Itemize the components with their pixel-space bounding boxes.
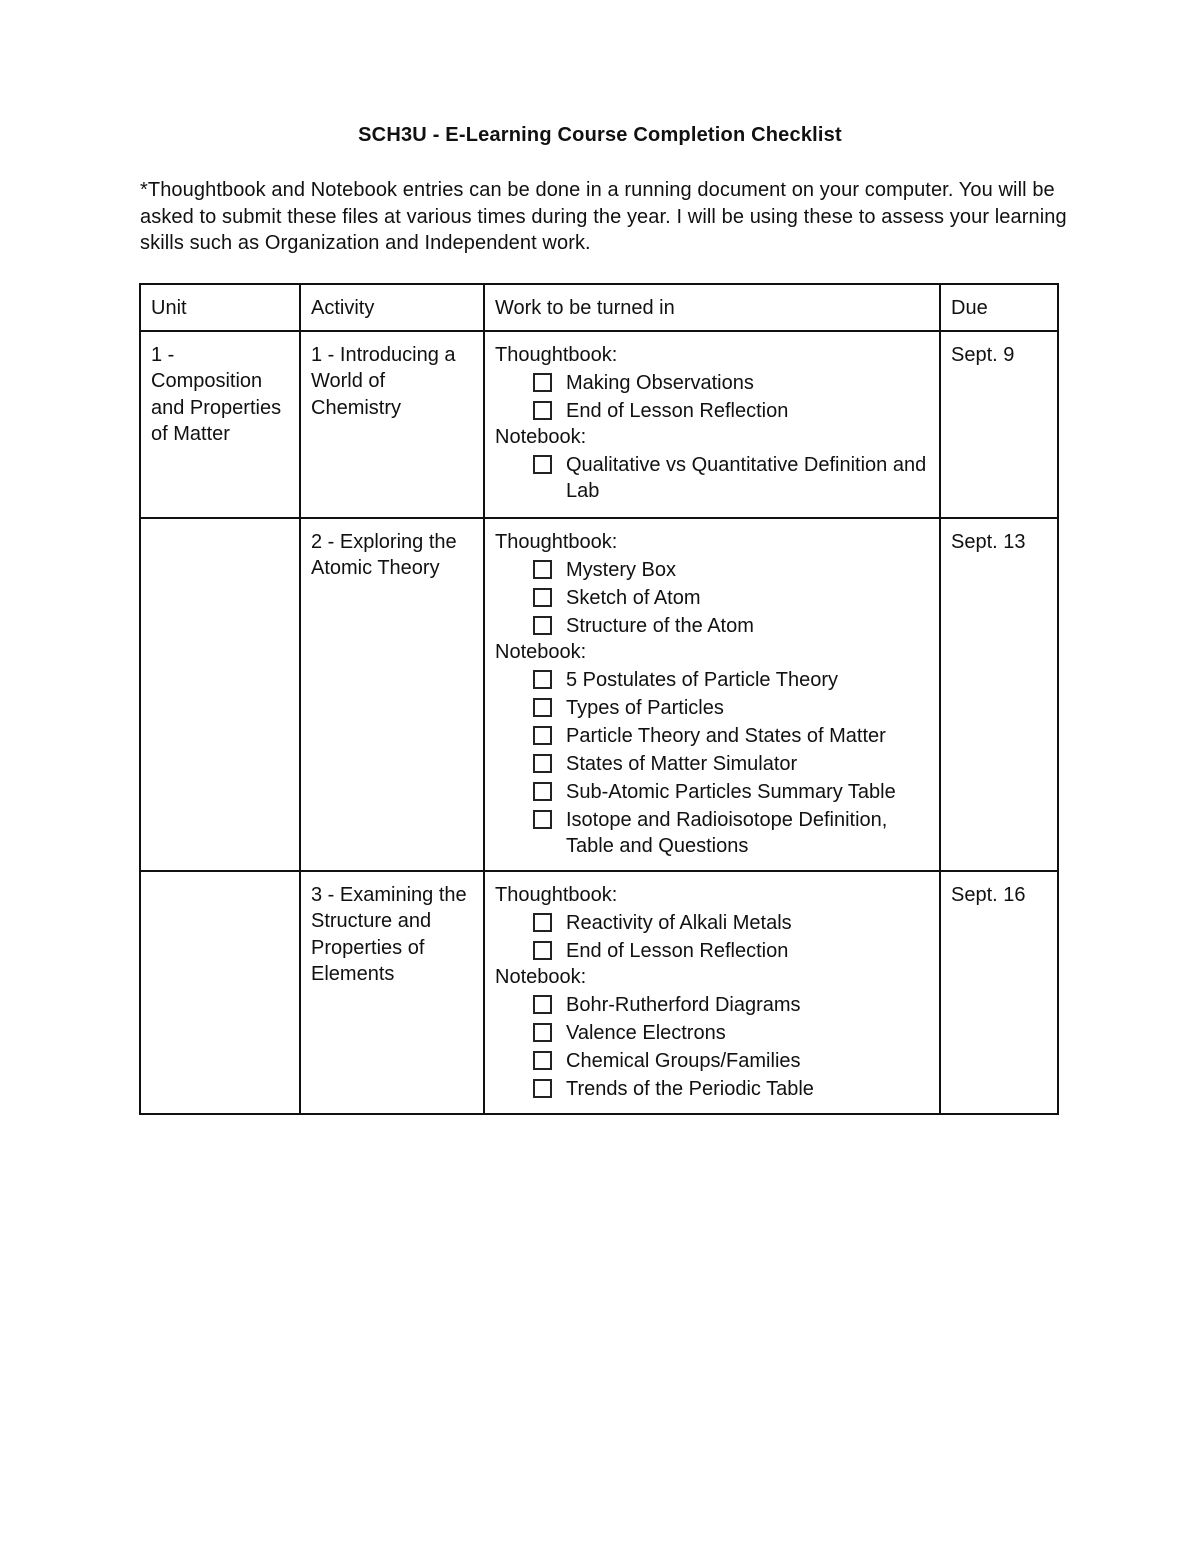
checklist-item-label: States of Matter Simulator <box>566 752 798 775</box>
notebook-label: Notebook: <box>495 640 587 663</box>
checklist-item-label: Qualitative vs Quantitative Definition and Lab <box>566 453 927 502</box>
thoughtbook-list <box>495 910 930 964</box>
thoughtbook-label: Thoughtbook: <box>495 883 618 906</box>
checkbox-icon[interactable] <box>533 670 552 689</box>
checklist-item <box>533 751 930 777</box>
unit-cell <box>140 871 300 1114</box>
table-header-row <box>140 284 1058 331</box>
checklist-item <box>533 1020 930 1046</box>
activity-cell: 3 - Examining the Structure and Properties of Elements <box>300 871 484 1114</box>
header-activity: Activity <box>300 284 484 331</box>
intro-paragraph: *Thoughtbook and Notebook entries can be done in a running document on your computer. You will be asked to submit these files at various times during the year. I will be using these to assess your learning skills such as Organization and Independent work. <box>140 179 1067 254</box>
work-cell <box>484 871 940 1114</box>
checklist-item <box>533 557 930 583</box>
checkbox-icon[interactable] <box>533 1079 552 1098</box>
notebook-list <box>495 667 930 859</box>
thoughtbook-list <box>495 557 930 639</box>
checkbox-icon[interactable] <box>533 754 552 773</box>
checklist-item-label: Sub-Atomic Particles Summary Table <box>566 780 896 803</box>
checkbox-icon[interactable] <box>533 1023 552 1042</box>
activity-cell: 2 - Exploring the Atomic Theory <box>300 518 484 871</box>
checkbox-icon[interactable] <box>533 1051 552 1070</box>
unit-cell: 1 - Composition and Properties of Matter <box>140 331 300 518</box>
checklist-item-label: Sketch of Atom <box>566 586 701 609</box>
table-row <box>140 518 1058 871</box>
checklist-item-label: Reactivity of Alkali Metals <box>566 911 792 934</box>
due-cell: Sept. 13 <box>940 518 1058 871</box>
checklist-item <box>533 452 930 504</box>
checklist-table <box>139 283 1059 1115</box>
header-due: Due <box>940 284 1058 331</box>
checklist-item <box>533 938 930 964</box>
checklist-item <box>533 807 930 859</box>
thoughtbook-label: Thoughtbook: <box>495 343 618 366</box>
checklist-item-label: Types of Particles <box>566 696 724 719</box>
checklist-item <box>533 613 930 639</box>
checklist-item <box>533 667 930 693</box>
checklist-item <box>533 370 930 396</box>
checklist-item <box>533 1048 930 1074</box>
checklist-item <box>533 992 930 1018</box>
table-row <box>140 871 1058 1114</box>
work-cell <box>484 518 940 871</box>
notebook-label: Notebook: <box>495 425 587 448</box>
checklist-item <box>533 779 930 805</box>
checklist-item-label: Chemical Groups/Families <box>566 1049 801 1072</box>
checkbox-icon[interactable] <box>533 560 552 579</box>
checklist-item-label: Trends of the Periodic Table <box>566 1077 814 1100</box>
unit-cell <box>140 518 300 871</box>
checkbox-icon[interactable] <box>533 616 552 635</box>
checklist-item <box>533 1076 930 1102</box>
checkbox-icon[interactable] <box>533 726 552 745</box>
document-title: SCH3U - E-Learning Course Completion Checklist <box>358 124 842 146</box>
checkbox-icon[interactable] <box>533 782 552 801</box>
due-cell: Sept. 16 <box>940 871 1058 1114</box>
checkbox-icon[interactable] <box>533 455 552 474</box>
checkbox-icon[interactable] <box>533 588 552 607</box>
checklist-item <box>533 723 930 749</box>
checkbox-icon[interactable] <box>533 373 552 392</box>
checklist-item-label: Structure of the Atom <box>566 614 754 637</box>
checklist-item-label: Making Observations <box>566 371 754 394</box>
header-work: Work to be turned in <box>484 284 940 331</box>
checklist-item <box>533 585 930 611</box>
checkbox-icon[interactable] <box>533 810 552 829</box>
work-cell <box>484 331 940 518</box>
checkbox-icon[interactable] <box>533 913 552 932</box>
thoughtbook-list <box>495 370 930 424</box>
checklist-item-label: End of Lesson Reflection <box>566 399 789 422</box>
checkbox-icon[interactable] <box>533 995 552 1014</box>
thoughtbook-label: Thoughtbook: <box>495 530 618 553</box>
checklist-item-label: Valence Electrons <box>566 1021 726 1044</box>
checklist-item <box>533 398 930 424</box>
header-unit: Unit <box>140 284 300 331</box>
notebook-label: Notebook: <box>495 965 587 988</box>
checkbox-icon[interactable] <box>533 941 552 960</box>
table-row <box>140 331 1058 518</box>
checklist-item-label: Particle Theory and States of Matter <box>566 724 886 747</box>
due-cell: Sept. 9 <box>940 331 1058 518</box>
notebook-list <box>495 452 930 504</box>
notebook-list <box>495 992 930 1102</box>
checkbox-icon[interactable] <box>533 401 552 420</box>
checklist-item-label: Bohr-Rutherford Diagrams <box>566 993 801 1016</box>
checkbox-icon[interactable] <box>533 698 552 717</box>
checklist-item <box>533 910 930 936</box>
checklist-item <box>533 695 930 721</box>
checklist-item-label: Mystery Box <box>566 558 677 581</box>
checklist-item-label: End of Lesson Reflection <box>566 939 789 962</box>
checklist-item-label: Isotope and Radioisotope Definition, Table and Questions <box>566 808 888 857</box>
checklist-item-label: 5 Postulates of Particle Theory <box>566 668 838 691</box>
activity-cell: 1 - Introducing a World of Chemistry <box>300 331 484 518</box>
